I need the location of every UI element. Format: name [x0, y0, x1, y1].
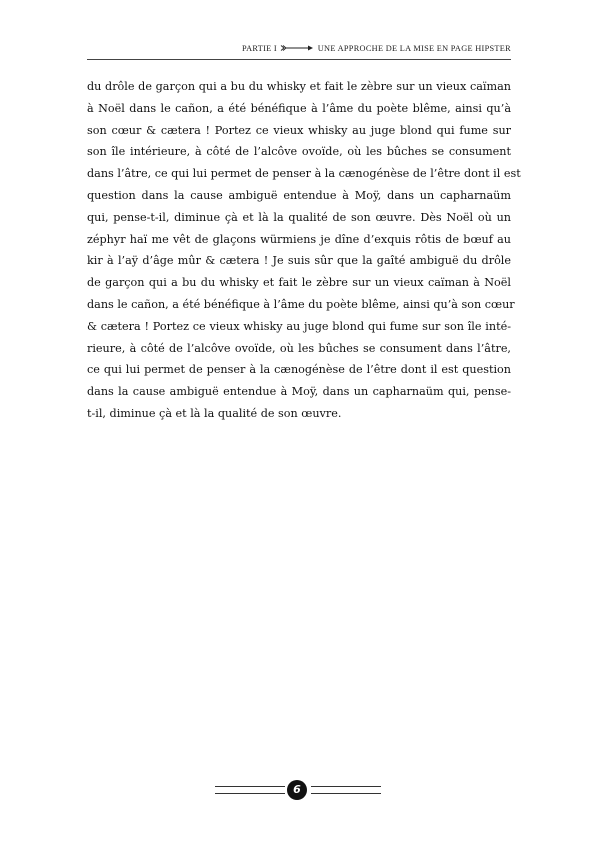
text-line: de garçon qui a bu du whisky et fait le zèbre sur un vieux caïman à Noël [87, 276, 511, 290]
body-paragraph [87, 76, 521, 425]
text-line: du drôle de garçon qui a bu du whisky et fait le zèbre sur un vieux caïman [87, 80, 511, 93]
text-line: t-il, diminue çà et là la qualité de son œuvre. [87, 406, 342, 420]
text-line: dans la cause ambiguë entendue à Moÿ, dans un capharnaüm qui, pense- [87, 385, 511, 399]
text-line: question dans la cause ambiguë entendue à Moÿ, dans un capharnaüm [87, 188, 511, 202]
text-line: dans le cañon, a été bénéfique à l’âme du poète blême, ainsi qu’à son cœur [87, 297, 515, 311]
footer-rule-right [311, 786, 381, 794]
text-line: son île intérieure, à côté de l’alcôve ovoïde, où les bûches se consument [87, 145, 511, 159]
page-number: 6 [287, 780, 307, 800]
text-line: qui, pense-t-il, diminue çà et là la qualité de son œuvre. Dès Noël où un [87, 210, 511, 224]
text-line: kir à l’aÿ d’âge mûr & cætera ! Je suis sûr que la gaîté ambiguë du drôle [87, 254, 511, 268]
running-header [87, 44, 511, 53]
text-line: dans l’âtre, ce qui lui permet de penser à la cænogénèse de l’être dont il est [87, 167, 521, 181]
text-line: son cœur & cætera ! Portez ce vieux whisky au juge blond qui fume sur [87, 123, 511, 137]
text-line: rieure, à côté de l’alcôve ovoïde, où les bûches se consument dans l’âtre, [87, 341, 511, 355]
footer-rule-left [215, 786, 285, 794]
text-line: zéphyr haï me vêt de glaçons würmiens je dîne d’exquis rôtis de bœuf au [87, 232, 511, 246]
text-line: à Noël dans le cañon, a été bénéfique à l’âme du poète blême, ainsi qu’à [87, 101, 511, 115]
header-part-label: PARTIE I [241, 44, 277, 53]
text-line: & cætera ! Portez ce vieux whisky au juge blond qui fume sur son île inté- [87, 319, 511, 333]
text-line: ce qui lui permet de penser à la cænogénèse de l’être dont il est question [87, 363, 511, 377]
header-chapter-title: UNE APPROCHE DE LA MISE EN PAGE HIPSTER [317, 44, 511, 53]
arrow-right-icon [280, 44, 314, 52]
header-rule [87, 59, 511, 60]
page-footer [0, 780, 595, 802]
